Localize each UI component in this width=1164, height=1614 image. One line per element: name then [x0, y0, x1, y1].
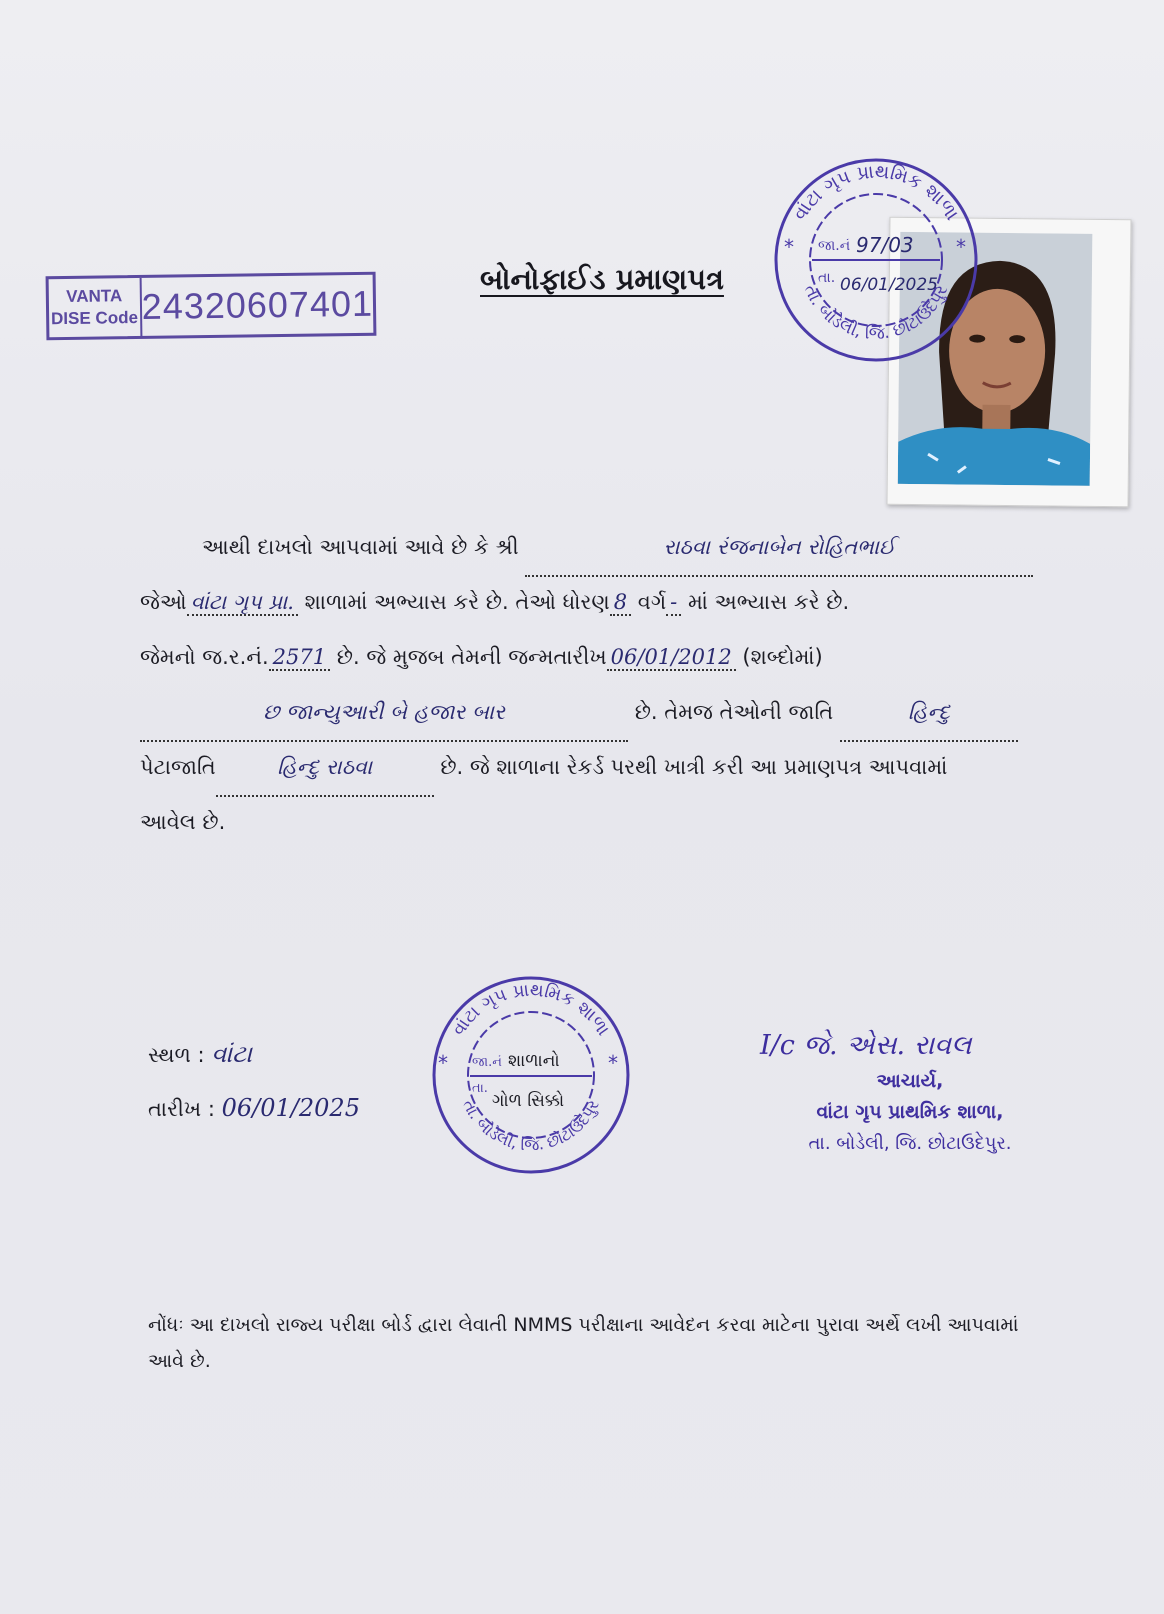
top-seal-ja-no-label: જા.નં: [818, 238, 851, 254]
dise-code-stamp: [46, 272, 377, 341]
top-seal-ja-no-value: 97/03: [856, 233, 914, 257]
class-value: -: [666, 590, 681, 616]
top-seal-bottom-arc: તા. બોડેલી, જિ. છોટાઉદેપુર: [799, 281, 953, 344]
certificate-title: બોનોફાઈડ પ્રમાણપત્ર: [480, 262, 724, 296]
top-seal-star-right: *: [956, 235, 966, 259]
gr-number: 2571: [269, 645, 330, 671]
line2-end: માં અભ્યાસ કરે છે.: [687, 590, 850, 614]
handwritten-signature: I/c જે. એસ. રાવલ: [760, 1030, 972, 1061]
bottom-seal-bottom-arc: તા. બોડેલી, જિ. છોટાઉદેપુર: [458, 1096, 603, 1155]
line3-prefix: જેમનો જ.ર.નં.: [140, 645, 269, 669]
top-seal-date-value: 06/01/2025: [840, 275, 938, 295]
date-row: [148, 1094, 360, 1122]
top-seal-date-label: તા.: [818, 270, 836, 286]
line5-prefix: પેટાજાતિ: [140, 755, 216, 779]
date-value: 06/01/2025: [221, 1094, 360, 1122]
line2-mid: શાળામાં અભ્યાસ કરે છે. તેઓ ધોરણ: [304, 590, 610, 614]
place-value: વાંટા: [211, 1040, 253, 1068]
line1-prefix: આથી દાખલો આપવામાં આવે છે કે શ્રી: [202, 535, 519, 559]
bottom-seal-star-right: *: [608, 1051, 618, 1075]
line3-end: (શબ્દોમાં): [742, 645, 823, 669]
dise-code-value: 24320607401: [141, 282, 374, 327]
bottom-seal-date-label: તા.: [472, 1081, 488, 1096]
standard-value: 8: [610, 590, 631, 616]
date-of-birth: 06/01/2012: [607, 645, 736, 671]
place-label: સ્થળ :: [148, 1043, 205, 1067]
line4-mid: છે. તેમજ તેઓની જાતિ: [634, 700, 834, 724]
top-school-seal: [766, 150, 986, 370]
line6-text: આવેલ છે.: [140, 810, 226, 834]
principal-signature-block: [760, 1030, 1060, 1160]
top-seal-star-left: *: [784, 235, 794, 259]
bottom-seal-ja-no-label: જા.નં: [472, 1055, 502, 1070]
bottom-seal-center-bottom: ગોળ સિક્કો: [492, 1091, 565, 1111]
line2-prefix: જેઓ: [140, 590, 187, 614]
student-name: રાઠવા રંજનાબેન રોહિતભાઈ: [525, 520, 1033, 577]
principal-school: વાંટા ગૃપ પ્રાથમિક શાળા,: [816, 1101, 1004, 1123]
dise-school-label: VANTA: [66, 286, 123, 307]
certificate-line-5: [140, 740, 1105, 797]
top-seal-arc-text: વાંટા ગૃપ પ્રાથમિક શાળા: [788, 160, 964, 225]
certificate-line-4: [140, 685, 1105, 742]
bottom-seal-center-top: શાળાનો: [508, 1051, 560, 1071]
certificate-line-3: [140, 630, 1105, 685]
date-label: તારીખ :: [148, 1097, 215, 1121]
certificate-line-2: [140, 575, 1105, 630]
school-short: વાંટા ગૃપ પ્રા.: [187, 590, 298, 616]
dise-code-label: DISE Code: [50, 308, 139, 329]
certificate-note: નોંધઃ આ દાખલો રાજ્ય પરીક્ષા બોર્ડ દ્વારા લેવાતી NMMS પરીક્ષાના આવેદન કરવા માટેના પુરાવા અર્થે લખી આપવામાં આવે છે.: [148, 1314, 1019, 1372]
bottom-seal-arc-text: વાંટા ગૃપ પ્રાથમિક શાળા: [448, 979, 614, 1040]
certificate-line-6: [140, 795, 1105, 850]
dise-stamp-labels: [49, 278, 143, 337]
sub-caste-value: હિન્દુ રાઠવા: [216, 740, 434, 797]
line3-mid: છે. જે મુજબ તેમની જન્મતારીખ: [336, 645, 607, 669]
principal-role: આચાર્ય,: [876, 1070, 944, 1092]
line5-end: છે. જે શાળાના રેકર્ડ પરથી ખાત્રી કરી આ પ્રમાણપત્ર આપવામાં: [440, 755, 948, 779]
principal-address: તા. બોડેલી, જિ. છોટાઉદેપુર.: [808, 1133, 1012, 1154]
bottom-seal-star-left: *: [438, 1051, 448, 1075]
place-row: [148, 1040, 252, 1068]
dob-in-words: છ જાન્યુઆરી બે હજાર બાર: [140, 685, 628, 742]
class-label: વર્ગ: [637, 590, 667, 614]
certificate-line-1: [140, 520, 1105, 577]
bottom-school-seal: [426, 970, 636, 1180]
caste-value: હિન્દુ: [840, 685, 1018, 742]
